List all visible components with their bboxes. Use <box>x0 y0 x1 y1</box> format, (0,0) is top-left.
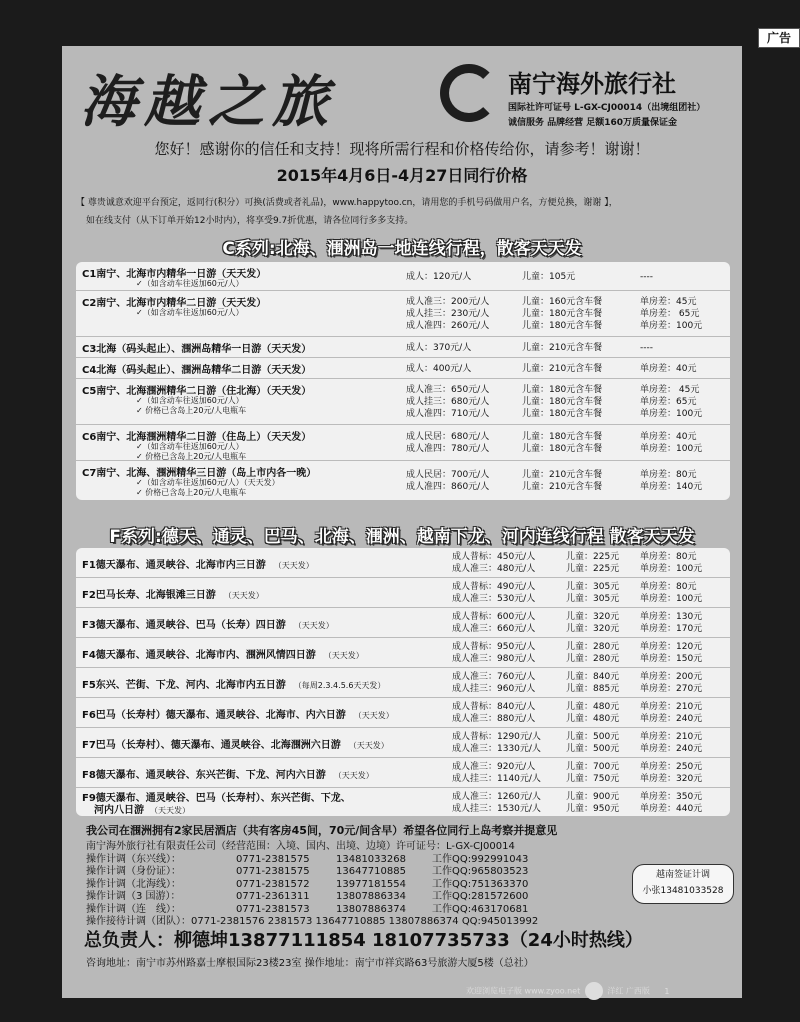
route-days: （天天发） <box>223 591 264 600</box>
contact-row <box>86 891 726 904</box>
child-price: 儿童：320元 <box>566 624 620 634</box>
adult-price: 成人挂三：1530元/人 <box>452 804 541 814</box>
route-note: ✓（如含动车往返加60元/人） <box>136 308 244 317</box>
adult-price: 成人准三：480元/人 <box>452 564 536 574</box>
route-row <box>76 608 730 638</box>
contact-row <box>86 866 726 879</box>
adult-price: 成人挂三：230元/人 <box>406 309 490 319</box>
contact-phone: 0771-2381573 <box>236 903 310 915</box>
child-price: 儿童：500元 <box>566 744 620 754</box>
route-row <box>76 262 730 291</box>
route-name: F7巴马（长寿村）、德天瀑布、通灵峡谷、北海涠洲六日游 <box>82 740 341 751</box>
visa-badge-title: 越南签证计调 <box>655 870 710 880</box>
route-title <box>82 616 334 631</box>
route-row <box>76 358 730 379</box>
hotel-note: 我公司在涠洲拥有2家民居酒店（共有客房45间，70元/间含早）希望各位同行上岛考察并提意见 <box>86 824 558 837</box>
route-name: F2巴马长寿、北海银滩三日游 <box>82 590 216 601</box>
route-row <box>76 548 730 578</box>
single-supplement: 单房差：170元 <box>640 624 703 634</box>
route-row <box>76 668 730 698</box>
child-price: 儿童：885元 <box>566 684 620 694</box>
single-supplement: 单房差：210元 <box>640 732 703 742</box>
route-title: C7南宁、北海、涠洲精华三日游（岛上市内各一晚） <box>82 468 317 479</box>
single-supplement: 单房差：240元 <box>640 714 703 724</box>
contact-label: 操作计调（东兴线）： <box>86 853 181 865</box>
adult-price: 成人准三：660元/人 <box>452 624 536 634</box>
contact-row <box>86 879 726 892</box>
child-price: 儿童：210元含车餐 <box>522 342 603 353</box>
route-title <box>82 646 364 661</box>
single-supplement: 单房差：65元 <box>640 397 697 407</box>
child-price: 儿童：160元含车餐 <box>522 297 603 307</box>
single-supplement: 单房差：40元 <box>640 432 697 442</box>
single-supplement: 单房差：80元 <box>640 552 697 562</box>
adult-price: 成人准三：920元/人 <box>452 762 536 772</box>
child-price: 儿童：180元含车餐 <box>522 397 603 407</box>
child-price: 儿童：480元 <box>566 714 620 724</box>
brand-badge-icon <box>585 982 603 1000</box>
section-f-title: F系列:德天、通灵、巴马、北海、涠洲、越南下龙、河内连线行程 散客天天发 <box>109 527 695 547</box>
route-row <box>76 337 730 358</box>
adult-price: 成人民居：680元/人 <box>406 432 490 442</box>
contact-mobile: 13807886334 <box>336 891 406 902</box>
route-name: 河内八日游 <box>94 805 144 816</box>
contact-mobile: 13647710885 <box>336 866 406 877</box>
adult-price: 成人普标：490元/人 <box>452 582 536 592</box>
route-title: C4北海（码头起止）、涠洲岛精华二日游（天天发） <box>82 365 312 376</box>
adult-price: 成人准四：780元/人 <box>406 444 490 454</box>
brand-block <box>440 62 740 142</box>
greeting: 您好！感谢你的信任和支持！现将所需行程和价格传给你，请参考！谢谢！ <box>154 140 650 158</box>
child-price: 儿童：180元含车餐 <box>522 321 603 331</box>
contact-phone: 0771-2381575 <box>236 853 310 865</box>
route-days: （天天发） <box>293 621 334 630</box>
notice <box>76 194 736 230</box>
contact-label: 操作计调（北海线）： <box>86 878 181 890</box>
route-title: C2南宁、北海市内精华二日游（天天发） <box>82 298 267 309</box>
contact-phone: 0771-2381575 <box>236 866 310 877</box>
single-supplement: 单房差：320元 <box>640 774 703 784</box>
single-supplement: 单房差： 45元 <box>640 385 700 395</box>
adult-price: 成人挂三：1140元/人 <box>452 774 541 784</box>
route-title-line2 <box>94 801 190 816</box>
contact-row <box>86 904 726 917</box>
single-supplement: 单房差：440元 <box>640 804 703 814</box>
single-supplement: 单房差：40元 <box>640 363 697 374</box>
route-name: F5东兴、芒街、下龙、河内、北海市内五日游 <box>82 680 286 691</box>
child-price: 儿童：305元 <box>566 582 620 592</box>
route-days: （每周2.3.4.5.6天天发） <box>293 681 386 690</box>
single-supplement: 单房差：80元 <box>640 470 697 480</box>
single-supplement: 单房差：130元 <box>640 612 703 622</box>
contact-qq: 工作QQ:992991043 <box>432 853 529 865</box>
adult-price: 成人民居：700元/人 <box>406 470 490 480</box>
single-supplement: 单房差：250元 <box>640 762 703 772</box>
adult-price: 成人准四：710元/人 <box>406 409 490 419</box>
adult-price: 成人：400元/人 <box>406 363 472 374</box>
child-price: 儿童：105元 <box>522 271 576 282</box>
adult-price: 成人普标：840元/人 <box>452 702 536 712</box>
route-title: C6南宁、北海涠洲精华二日游（住岛上）（天天发） <box>82 432 312 443</box>
adult-price: 成人普标：600元/人 <box>452 612 536 622</box>
route-row <box>76 638 730 668</box>
adult-price: 成人挂三：680元/人 <box>406 397 490 407</box>
route-row <box>76 379 730 425</box>
adult-price: 成人准三：1260元/人 <box>452 792 541 802</box>
notice-line: 如在线支付（从下订单开始12小时内），将享受9.7折优惠，请各位同行多多支持。 <box>86 216 414 226</box>
adult-price: 成人：120元/人 <box>406 271 472 282</box>
section-c-title: C系列:北海、涠洲岛一地连线行程，散客天天发 <box>222 239 582 259</box>
adult-price: 成人准三：880元/人 <box>452 714 536 724</box>
child-price: 儿童：210元含车餐 <box>522 363 603 374</box>
route-name: F9德天瀑布、通灵峡谷、巴马（长寿村）、东兴芒街、下龙、 <box>82 793 351 804</box>
notice-line: 【 尊贵诚意欢迎平台预定，返同行(积分）可换(活费或者礼品)，www.happytoo.cn，请用您的手机号码做用户名，方便兑换，谢谢 】， <box>76 198 618 208</box>
route-days: （天天发） <box>353 711 394 720</box>
route-row <box>76 758 730 788</box>
route-name: F1德天瀑布、通灵峡谷、北海市内三日游 <box>82 560 266 571</box>
service-text: 诚信服务 品牌经营 足额160万质量保证金 <box>508 118 678 128</box>
child-price: 儿童：180元含车餐 <box>522 444 603 454</box>
route-note: ✓（如含动车往返加60元/人） <box>136 442 244 451</box>
company-name: 南宁海外旅行社 <box>508 70 676 98</box>
adult-price: 成人普标：450元/人 <box>452 552 536 562</box>
page-number: 1 <box>664 986 670 996</box>
single-supplement: 单房差：100元 <box>640 564 703 574</box>
child-price: 儿童：280元 <box>566 642 620 652</box>
route-title <box>82 586 264 601</box>
ad-tag: 广告 <box>758 28 800 48</box>
single-supplement: 单房差：350元 <box>640 792 703 802</box>
single-supplement: 单房差： 65元 <box>640 309 700 319</box>
single-supplement: 单房差：270元 <box>640 684 703 694</box>
adult-price: 成人准四：860元/人 <box>406 482 490 492</box>
adult-price: 成人准三：1330元/人 <box>452 744 541 754</box>
route-title <box>82 556 314 571</box>
route-title <box>82 766 374 781</box>
single-supplement: 单房差：80元 <box>640 582 697 592</box>
single-supplement: 单房差：45元 <box>640 297 697 307</box>
single-supplement: 单房差：240元 <box>640 744 703 754</box>
company-line: 南宁海外旅行社有限责任公司（经营范围：入境、国内、出境、边境）许可证号：L-GX-CJ00014 <box>86 841 515 852</box>
route-row <box>76 425 730 461</box>
adult-price: 成人准四：260元/人 <box>406 321 490 331</box>
single-supplement: 单房差：140元 <box>640 482 703 492</box>
single-supplement: ---- <box>640 271 653 282</box>
single-supplement: 单房差：100元 <box>640 594 703 604</box>
adult-price: 成人普标：1290元/人 <box>452 732 541 742</box>
route-row <box>76 728 730 758</box>
single-supplement: 单房差：100元 <box>640 444 703 454</box>
ad-page <box>62 46 742 998</box>
child-price: 儿童：305元 <box>566 594 620 604</box>
section-f-table <box>76 548 730 816</box>
child-price: 儿童：180元含车餐 <box>522 385 603 395</box>
group-contact: 操作接待计调（团队）：0771-2381576 2381573 13647710885 13807886374 QQ:945013992 <box>86 916 539 927</box>
website-text[interactable]: 欢迎浏览电子版 www.zyoo.net <box>466 986 581 996</box>
child-price: 儿童：750元 <box>566 774 620 784</box>
adult-price: 成人准三：650元/人 <box>406 385 490 395</box>
contact-phone: 0771-2361311 <box>236 891 310 902</box>
contact-row <box>86 854 726 867</box>
bottom-bar <box>466 982 670 1000</box>
route-note: ✓（如含动车往返加60元/人）（天天发） <box>136 478 280 487</box>
route-name: F4德天瀑布、通灵峡谷、北海市内、涠洲风情四日游 <box>82 650 316 661</box>
contact-label: 操作计调（身份证）： <box>86 866 181 877</box>
child-price: 儿童：320元 <box>566 612 620 622</box>
route-days: （天天发） <box>150 806 190 815</box>
edition-text: 广西版 <box>625 986 650 996</box>
route-days: （天天发） <box>333 771 374 780</box>
route-title <box>82 736 389 751</box>
adult-price: 成人挂三：960元/人 <box>452 684 536 694</box>
route-title <box>82 676 385 691</box>
route-note: ✓ 价格已含岛上20元/人电瓶车 <box>136 406 247 415</box>
route-note: ✓（如含动车往返加60元/人） <box>136 396 244 405</box>
route-title: C1南宁、北海市内精华一日游（天天发） <box>82 269 267 280</box>
company-logo-icon <box>440 64 498 122</box>
child-price: 儿童：210元含车餐 <box>522 470 603 480</box>
route-days: （天天发） <box>273 561 314 570</box>
date-title: 2015年4月6日-4月27日同行价格 <box>276 166 528 185</box>
route-days: （天天发） <box>348 741 389 750</box>
adult-price: 成人准三：200元/人 <box>406 297 490 307</box>
single-supplement: 单房差：150元 <box>640 654 703 664</box>
contact-qq: 工作QQ:463170681 <box>432 903 529 915</box>
route-days: （天天发） <box>323 651 364 660</box>
section-c-table <box>76 262 730 500</box>
address: 咨询地址：南宁市苏州路嘉士摩根国际23楼23室 操作地址：南宁市祥宾路63号旅游大厦5楼（总社） <box>86 958 534 969</box>
adult-price: 成人：370元/人 <box>406 342 472 353</box>
route-note: ✓（如含动车往返加60元/人） <box>136 279 244 288</box>
contact-qq: 工作QQ:965803523 <box>432 866 529 877</box>
child-price: 儿童：180元含车餐 <box>522 309 603 319</box>
child-price: 儿童：280元 <box>566 654 620 664</box>
contact-label: 操作计调（连 线）： <box>86 903 181 915</box>
route-note: ✓ 价格已含岛上20元/人电瓶车 <box>136 488 247 497</box>
child-price: 儿童：900元 <box>566 792 620 802</box>
route-name: F8德天瀑布、通灵峡谷、东兴芒街、下龙、河内六日游 <box>82 770 326 781</box>
child-price: 儿童：225元 <box>566 564 620 574</box>
company-contacts <box>86 841 726 929</box>
single-supplement: 单房差：210元 <box>640 702 703 712</box>
contact-qq: 工作QQ:281572600 <box>432 891 529 902</box>
route-row <box>76 578 730 608</box>
contact-mobile: 13481033268 <box>336 853 406 865</box>
child-price: 儿童：180元含车餐 <box>522 409 603 419</box>
child-price: 儿童：480元 <box>566 702 620 712</box>
route-row <box>76 291 730 337</box>
single-supplement: 单房差：100元 <box>640 409 703 419</box>
license-text: 国际社许可证号 L-GX-CJ00014（出境组团社） <box>508 103 706 113</box>
child-price: 儿童：500元 <box>566 732 620 742</box>
route-note: ✓ 价格已含岛上20元/人电瓶车 <box>136 452 247 461</box>
person-in-charge: 总负责人：柳德坤13877111854 18107735733（24小时热线） <box>84 930 643 951</box>
child-price: 儿童：700元 <box>566 762 620 772</box>
adult-price: 成人准三：760元/人 <box>452 672 536 682</box>
child-price: 儿童：210元含车餐 <box>522 482 603 492</box>
single-supplement: 单房差：120元 <box>640 642 703 652</box>
adult-price: 成人普标：950元/人 <box>452 642 536 652</box>
contact-mobile: 13807886374 <box>336 903 406 915</box>
adult-price: 成人准三：980元/人 <box>452 654 536 664</box>
visa-badge <box>632 864 734 904</box>
visa-badge-contact: 小张13481033528 <box>642 886 724 896</box>
route-title <box>82 706 394 721</box>
child-price: 儿童：225元 <box>566 552 620 562</box>
route-title: C5南宁、北海涠洲精华二日游（住北海）（天天发） <box>82 386 312 397</box>
single-supplement: 单房差：100元 <box>640 321 703 331</box>
route-row <box>76 461 730 500</box>
adult-price: 成人准三：530元/人 <box>452 594 536 604</box>
single-supplement: 单房差：200元 <box>640 672 703 682</box>
route-row <box>76 698 730 728</box>
contact-qq: 工作QQ:751363370 <box>432 878 529 890</box>
route-name: F6巴马（长寿村）德天瀑布、通灵峡谷、北海市、内六日游 <box>82 710 346 721</box>
child-price: 儿童：180元含车餐 <box>522 432 603 442</box>
contact-phone: 0771-2381572 <box>236 878 310 890</box>
child-price: 儿童：840元 <box>566 672 620 682</box>
route-title: C3北海（码头起止）、涠洲岛精华一日游（天天发） <box>82 344 312 355</box>
logo-script: 海越之旅 <box>80 69 336 135</box>
child-price: 儿童：950元 <box>566 804 620 814</box>
single-supplement: ---- <box>640 342 653 353</box>
contact-label: 操作计调（3 国游）： <box>86 891 181 902</box>
route-name: F3德天瀑布、通灵峡谷、巴马（长寿）四日游 <box>82 620 286 631</box>
contact-mobile: 13977181554 <box>336 878 406 890</box>
brand-text: 洋红 <box>607 986 624 996</box>
route-row <box>76 788 730 816</box>
